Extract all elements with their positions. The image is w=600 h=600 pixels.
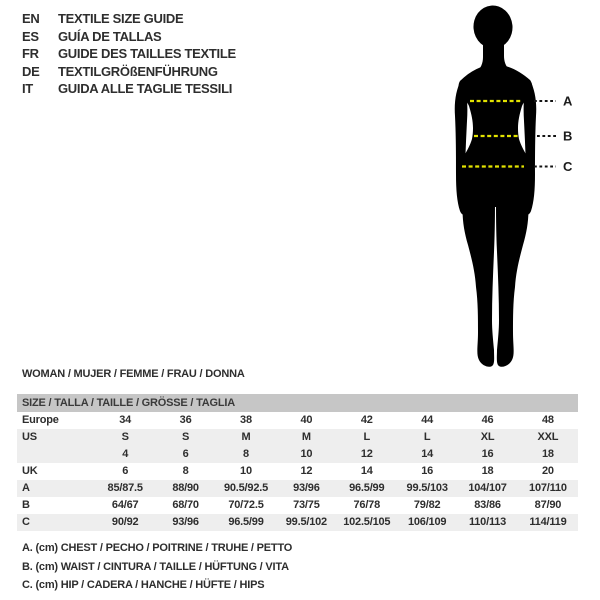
- size-cell: 83/86: [474, 499, 501, 511]
- language-row: [22, 28, 236, 46]
- table-row: [17, 463, 578, 480]
- table-row: [17, 412, 578, 429]
- guide-title: TEXTILGRÖßENFÜHRUNG: [58, 63, 218, 79]
- language-code: EN: [22, 11, 40, 26]
- size-cell: XXL: [537, 431, 559, 443]
- language-code: IT: [22, 81, 33, 97]
- size-cell: 88/90: [172, 482, 199, 494]
- table-group-title: WOMAN / MUJER / FEMME / FRAU / DONNA: [22, 368, 245, 380]
- size-cell: 93/96: [293, 482, 320, 494]
- size-cell: 85/87.5: [107, 482, 143, 494]
- size-cell: 96.5/99: [349, 482, 385, 494]
- table-row: [17, 446, 578, 463]
- size-cell: 96.5/99: [228, 516, 264, 528]
- size-cell: 10: [240, 465, 252, 477]
- language-row: [22, 10, 236, 28]
- size-table-header: SIZE / TALLA / TAILLE / GRÖSSE / TAGLIA: [17, 394, 578, 412]
- size-cell: 4: [122, 448, 129, 460]
- size-cell: 114/119: [529, 516, 567, 528]
- size-cell: L: [363, 431, 371, 443]
- row-label: B: [22, 499, 30, 511]
- size-cell: 90.5/92.5: [223, 482, 269, 494]
- row-label: US: [22, 431, 37, 443]
- row-label: Europe: [22, 414, 59, 426]
- woman-silhouette: [455, 4, 537, 367]
- size-cell: 20: [542, 465, 554, 477]
- size-cell: 16: [481, 448, 494, 460]
- size-cell: 64/67: [111, 499, 139, 511]
- size-cell: 6: [122, 465, 129, 477]
- row-label: C: [22, 516, 30, 528]
- language-code: DE: [22, 63, 40, 79]
- size-cell: 48: [542, 414, 554, 426]
- size-cell: 14: [421, 448, 434, 460]
- table-row: [17, 497, 578, 514]
- legend-item-chest: A. (cm) CHEST / PECHO / POITRINE / TRUHE / PETTO: [22, 542, 293, 554]
- size-cell: 38: [240, 414, 252, 426]
- guide-title: GUIDE DES TAILLES TEXTILE: [58, 46, 236, 62]
- size-cell: L: [423, 431, 431, 443]
- table-row: [17, 429, 578, 446]
- callout-lines: [534, 101, 556, 167]
- guide-title: GUIDA ALLE TAGLIE TESSILI: [58, 81, 233, 97]
- figure-label-chest: A: [563, 93, 573, 109]
- language-row: [22, 80, 236, 98]
- size-cell: 16: [421, 465, 434, 477]
- language-code: FR: [22, 46, 39, 62]
- size-cell: XL: [480, 431, 495, 443]
- language-row: [22, 63, 236, 81]
- size-cell: 42: [360, 414, 373, 426]
- size-cell: 104/107: [468, 482, 507, 494]
- size-cell: 110/113: [468, 516, 507, 528]
- size-cell: 36: [179, 414, 192, 426]
- measurement-legend: [22, 539, 292, 595]
- figure-label-waist: B: [563, 128, 573, 144]
- size-cell: 18: [542, 448, 554, 460]
- size-cell: 93/96: [172, 516, 199, 528]
- row-label: A: [22, 482, 30, 494]
- size-cell: 68/70: [172, 499, 199, 511]
- size-cell: 106/109: [407, 516, 447, 528]
- size-cell: 44: [421, 414, 434, 426]
- size-cell: 18: [481, 465, 494, 477]
- table-row: [17, 480, 578, 497]
- size-cell: 46: [481, 414, 494, 426]
- size-cell: M: [301, 431, 311, 443]
- size-table: [17, 394, 578, 531]
- size-cell: 8: [182, 465, 189, 477]
- size-cell: 99.5/103: [406, 482, 448, 494]
- size-cell: 70/72.5: [228, 499, 264, 511]
- guide-title: TEXTILE SIZE GUIDE: [58, 11, 184, 26]
- size-cell: 34: [119, 414, 132, 426]
- size-cell: 14: [360, 465, 373, 477]
- legend-item-hip: C. (cm) HIP / CADERA / HANCHE / HÜFTE / HIPS: [22, 579, 265, 591]
- size-cell: M: [241, 431, 251, 443]
- row-label: UK: [22, 465, 38, 477]
- size-cell: 40: [300, 414, 313, 426]
- size-cell: 87/90: [534, 499, 562, 511]
- size-table-rows: [17, 412, 578, 531]
- figure-label-hip: C: [563, 159, 573, 174]
- table-row: [17, 514, 578, 531]
- size-cell: 99.5/102: [285, 516, 327, 528]
- language-row: [22, 45, 236, 63]
- language-code: ES: [22, 28, 39, 44]
- size-cell: 12: [300, 465, 313, 477]
- size-cell: 6: [182, 448, 189, 460]
- size-cell: 10: [300, 448, 313, 460]
- size-cell: 8: [243, 448, 249, 460]
- size-cell: 90/92: [111, 516, 139, 528]
- legend-item-waist: B. (cm) WAIST / CINTURA / TAILLE / HÜFTUNG / VITA: [22, 560, 289, 573]
- size-cell: 107/110: [529, 482, 567, 494]
- guide-title: GUÍA DE TALLAS: [58, 28, 162, 44]
- woman-silhouette-figure: [430, 0, 580, 380]
- row-label: [17, 446, 95, 463]
- size-cell: 12: [360, 448, 373, 460]
- size-cell: S: [182, 431, 190, 443]
- size-cell: 73/75: [293, 499, 320, 511]
- size-cell: 79/82: [413, 499, 441, 511]
- language-title-block: [22, 10, 236, 98]
- size-cell: 102.5/105: [343, 516, 391, 528]
- size-cell: 76/78: [353, 499, 381, 511]
- size-cell: S: [121, 431, 129, 443]
